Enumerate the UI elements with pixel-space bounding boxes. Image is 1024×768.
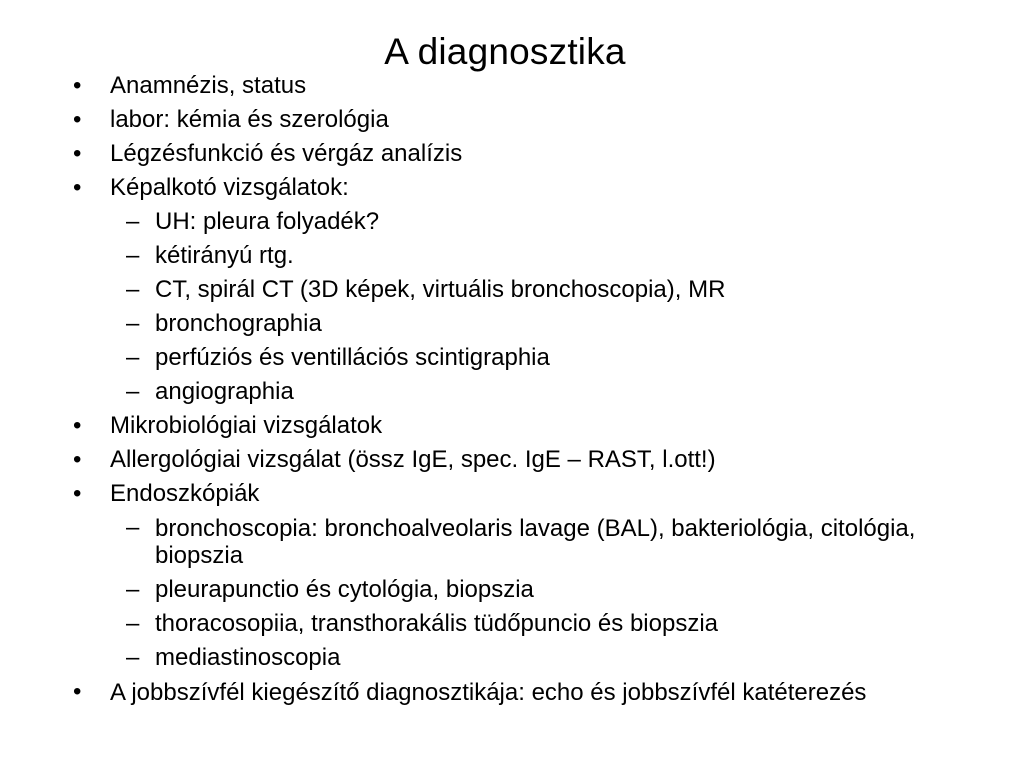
sub-list-item-text: pleurapunctio és cytológia, biopszia — [155, 576, 534, 603]
dash-icon: – — [126, 242, 140, 269]
bullet-icon: • — [73, 140, 82, 167]
dash-icon: – — [126, 208, 140, 235]
list-item-text: Endoszkópiák — [110, 480, 260, 507]
list-item — [0, 443, 1024, 477]
list-item — [0, 137, 1024, 171]
list-item-text: labor: kémia és szerológia — [110, 106, 389, 133]
dash-icon: – — [126, 310, 140, 337]
sub-list-item-text: angiographia — [155, 378, 294, 405]
sub-list-item-text: bronchoscopia: bronchoalveolaris lavage (BAL), bakteriológia, citológia, biopszia — [155, 515, 916, 569]
sub-list-item-text: thoracosopiia, transthorakális tüdőpuncio és biopszia — [155, 610, 719, 637]
slide-title: A diagnosztika — [384, 31, 626, 72]
bullet-icon: • — [73, 412, 82, 439]
sub-list-item-text: bronchographia — [155, 310, 322, 337]
sub-list-item — [0, 511, 1024, 573]
bullet-icon: • — [73, 678, 82, 705]
sub-list-item — [0, 239, 1024, 273]
list-item — [0, 675, 1024, 710]
sub-list-item — [0, 307, 1024, 341]
list-item — [0, 171, 1024, 205]
list-item-text: Mikrobiológiai vizsgálatok — [110, 412, 383, 439]
sub-list-item — [0, 273, 1024, 307]
sub-list-item — [0, 341, 1024, 375]
list-item — [0, 409, 1024, 443]
list-item-text: Képalkotó vizsgálatok: — [110, 174, 349, 201]
list-item-text: A jobbszívfél kiegészítő diagnosztikája: echo és jobbszívfél katéterezés — [110, 679, 867, 706]
list-item-text: Légzésfunkció és vérgáz analízis — [110, 140, 463, 167]
sub-list-item-text: CT, spirál CT (3D képek, virtuális bronchoscopia), MR — [155, 276, 726, 303]
dash-icon: – — [126, 378, 140, 405]
list-item — [0, 69, 1024, 103]
bullet-icon: • — [73, 480, 82, 507]
sub-list-item — [0, 607, 1024, 641]
list-item — [0, 477, 1024, 511]
list-item-text: Allergológiai vizsgálat (össz IgE, spec. IgE – RAST, l.ott!) — [110, 446, 716, 473]
dash-icon: – — [126, 276, 140, 303]
bullet-icon: • — [73, 174, 82, 201]
sub-list-item — [0, 375, 1024, 409]
sub-list-item-text: UH: pleura folyadék? — [155, 208, 380, 235]
dash-icon: – — [126, 644, 140, 671]
dash-icon: – — [126, 344, 140, 371]
dash-icon: – — [126, 610, 140, 637]
list-item — [0, 103, 1024, 137]
bullet-icon: • — [73, 446, 82, 473]
bullet-list — [0, 69, 1024, 710]
sub-list-item — [0, 573, 1024, 607]
list-item-text: Anamnézis, status — [110, 72, 307, 99]
dash-icon: – — [126, 514, 140, 541]
sub-list-item — [0, 641, 1024, 675]
dash-icon: – — [126, 576, 140, 603]
bullet-icon: • — [73, 106, 82, 133]
sub-list-item — [0, 205, 1024, 239]
sub-list-item-text: mediastinoscopia — [155, 644, 341, 671]
sub-list-item-text: kétirányú rtg. — [155, 242, 294, 269]
bullet-icon: • — [73, 72, 82, 99]
sub-list-item-text: perfúziós és ventillációs scintigraphia — [155, 344, 550, 371]
